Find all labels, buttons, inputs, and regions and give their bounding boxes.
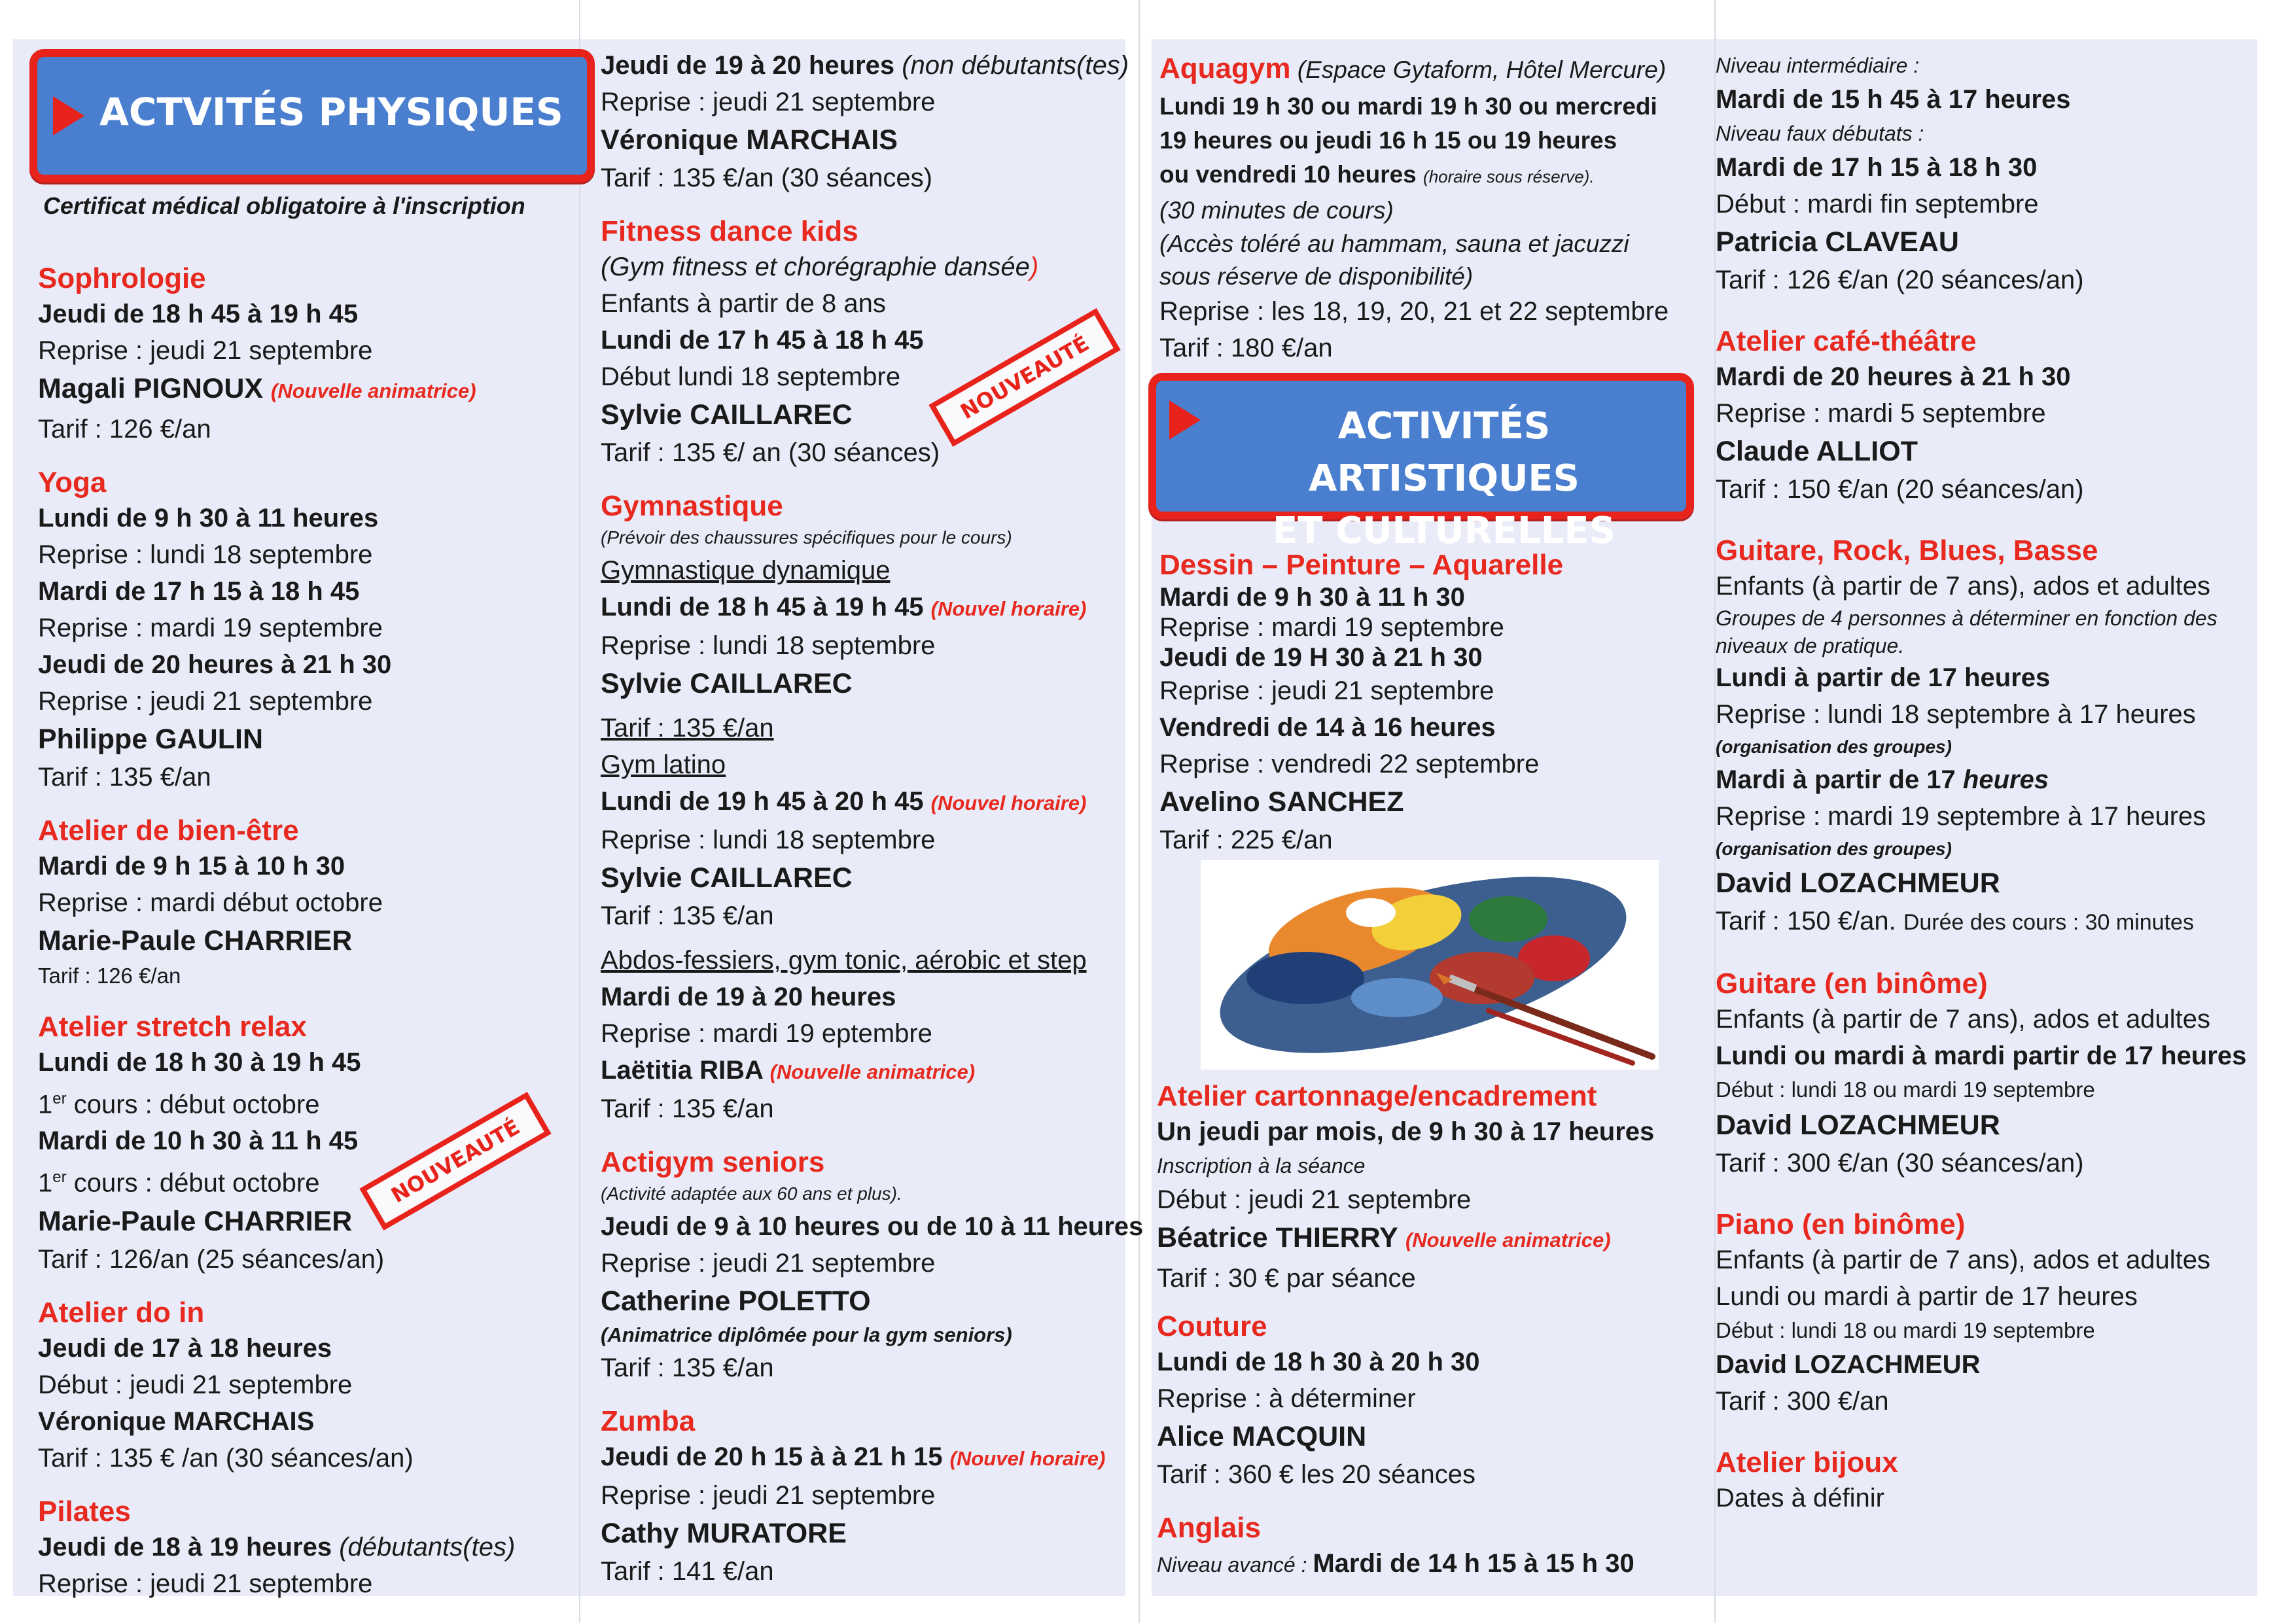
reprise-line: Reprise : mardi 19 septembre [38, 614, 383, 642]
tarif-line: Tarif : 135 €/an [601, 901, 774, 930]
age-line: Enfants (à partir de 7 ans), ados et adultes [1716, 1005, 2210, 1034]
section-title: Atelier café-théâtre [1716, 325, 1977, 357]
instructor-name: Cathy MURATORE [601, 1518, 847, 1549]
subsection-title: Gymnastique dynamique [601, 556, 891, 585]
schedule-line: Mardi de 17 h 15 à 18 h 30 [1716, 153, 2038, 182]
schedule-line: Vendredi de 14 à 16 heures [1159, 713, 1496, 742]
new-instructor-note: (Nouvelle animatrice) [769, 1060, 976, 1083]
note-line: Groupes de 4 personnes à déterminer en fonction des [1716, 606, 2217, 630]
column-1 [38, 190, 525, 1602]
schedule-line [601, 589, 1143, 627]
note-line: niveaux de pratique. [1716, 634, 1905, 657]
schedule-line [601, 1439, 1143, 1477]
description-text: (Gym fitness et chorégraphie dansée [601, 253, 1030, 281]
reprise-line: Reprise : mardi début octobre [38, 888, 383, 917]
schedule-line: Mardi de 20 heures à 21 h 30 [1716, 362, 2071, 391]
reprise-line: Reprise : à déterminer [1157, 1384, 1416, 1413]
schedule-line: Mardi de 19 à 20 heures [601, 983, 896, 1011]
schedule-line: Mardi de 9 h 15 à 10 h 30 [38, 852, 345, 881]
column-3-bottom [1157, 1079, 1654, 1582]
reprise-line: Début : jeudi 21 septembre [1157, 1185, 1472, 1214]
note-line: sous réserve de disponibilité) [1159, 263, 1474, 290]
instructor [601, 1052, 1143, 1091]
instructor-name: Véronique MARCHAIS [601, 124, 898, 156]
reprise-line: Reprise : lundi 18 septembre [601, 826, 936, 854]
instructor-name: Béatrice THIERRY [1157, 1222, 1405, 1253]
instructor-name: David LOZACHMEUR [1716, 867, 2000, 899]
reprise-line: Reprise : jeudi 21 septembre [38, 336, 373, 365]
note-line: (Prévoir des chaussures spécifiques pour le cours) [601, 527, 1012, 548]
description-paren: ) [1029, 253, 1039, 281]
schedule-line: Lundi 19 h 30 ou mardi 19 h 30 ou mercredi [1159, 93, 1657, 120]
schedule-line [601, 783, 1143, 822]
section-title: Atelier de bien-être [38, 814, 299, 846]
banner-activites-physiques [29, 49, 595, 183]
level-label: Niveau avancé : [1157, 1553, 1313, 1577]
cours-number: 1 [38, 1090, 53, 1119]
tarif-line: Tarif : 300 €/an [1716, 1387, 1889, 1416]
tarif-line: Tarif : 135 €/an [601, 1353, 774, 1382]
instructor [1157, 1218, 1654, 1260]
reprise-line: Reprise : mardi 19 septembre à 17 heures [1716, 802, 2206, 831]
age-line: Enfants (à partir de 7 ans), ados et adultes [1716, 572, 2210, 601]
instructor-name: Catherine POLETTO [601, 1285, 871, 1317]
duration-note: Durée des cours : 30 minutes [1903, 910, 2194, 935]
note-line: (Animatrice diplômée pour la gym seniors) [601, 1323, 1012, 1346]
cours-line [38, 1081, 525, 1123]
banner-title-line: ACTIVITÉS ARTISTIQUES [1308, 405, 1580, 500]
tarif-line: Tarif : 135 €/an (30 séances) [601, 164, 932, 192]
schedule-line: Dates à définir [1716, 1484, 1884, 1512]
cours-text: cours : début octobre [66, 1168, 320, 1198]
reprise-line: Reprise : jeudi 21 septembre [38, 1569, 373, 1598]
schedule-line: Lundi de 18 h 30 à 19 h 45 [38, 1048, 361, 1077]
cours-line [38, 1159, 525, 1201]
description-line [601, 249, 1143, 285]
reprise-line: Reprise : les 18, 19, 20, 21 et 22 septembre [1159, 297, 1669, 326]
schedule-line: Jeudi de 9 à 10 heures ou de 10 à 11 heures [601, 1212, 1144, 1241]
reprise-line: Reprise : jeudi 21 septembre [38, 687, 373, 716]
subsection-title: Gym latino [601, 750, 726, 779]
instructor-name: Avelino SANCHEZ [1159, 786, 1404, 818]
instructor-name: David LOZACHMEUR [1716, 1109, 2000, 1141]
instructor-name: Patricia CLAVEAU [1716, 226, 1959, 258]
tarif-line: Tarif : 135 €/an [38, 763, 211, 792]
schedule-time: Jeudi de 20 h 15 à à 21 h 15 [601, 1442, 950, 1471]
schedule-line: Mardi de 15 h 45 à 17 heures [1716, 85, 2071, 114]
section-title: Guitare (en binôme) [1716, 968, 1988, 1000]
schedule-line: Jeudi de 20 heures à 21 h 30 [38, 650, 392, 679]
schedule-time: ou vendredi 10 heures [1159, 161, 1424, 188]
section-title-line [1159, 50, 1669, 90]
instructor-name: Marie-Paule CHARRIER [38, 925, 353, 956]
section-title: Aquagym [1159, 52, 1291, 84]
section-title: Piano (en binôme) [1716, 1208, 1966, 1240]
instructor-name: Marie-Paule CHARRIER [38, 1205, 353, 1237]
reprise-line: Début : lundi 18 ou mardi 19 septembre [1716, 1077, 2095, 1102]
level-note: (débutants(tes) [332, 1532, 516, 1562]
fold-line [579, 0, 580, 1623]
section-title: Guitare, Rock, Blues, Basse [1716, 534, 2098, 567]
new-schedule-note: (Nouvel horaire) [930, 597, 1087, 620]
schedule-line [601, 47, 1143, 84]
triangle-arrow-icon [1169, 400, 1201, 440]
tarif-line: Tarif : 135 € /an (30 séances/an) [38, 1443, 414, 1473]
banner-title-line: ET CULTURELLES [1273, 510, 1616, 552]
level-label: Niveau intermédiaire : [1716, 54, 1920, 77]
schedule-line: 19 heures ou jeudi 16 h 15 ou 19 heures [1159, 127, 1617, 154]
tarif-line: Tarif : 126 €/an (20 séances/an) [1716, 266, 2084, 294]
instructor-name: Véronique MARCHAIS [38, 1406, 315, 1436]
schedule-line: Mardi de 10 h 30 à 11 h 45 [38, 1126, 359, 1156]
section-title: Atelier do in [38, 1296, 205, 1329]
instructor-name: David LOZACHMEUR [1716, 1350, 1981, 1379]
reprise-line: Reprise : lundi 18 septembre [38, 540, 373, 569]
schedule-line: Lundi de 17 h 45 à 18 h 45 [601, 326, 924, 355]
instructor-name: Sylvie CAILLAREC [601, 862, 853, 894]
tarif-line: Tarif : 135 €/an [601, 714, 774, 742]
reprise-line: Reprise : mardi 19 eptembre [601, 1019, 932, 1048]
section-title: Couture [1157, 1310, 1267, 1342]
schedule-line: Lundi à partir de 17 heures [1716, 663, 2051, 692]
schedule-line: Lundi de 18 h 30 à 20 h 30 [1157, 1348, 1480, 1376]
section-title: Atelier bijoux [1716, 1446, 1898, 1478]
schedule-time: Lundi de 19 h 45 à 20 h 45 [601, 787, 931, 816]
schedule-time: Lundi de 18 h 45 à 19 h 45 [601, 593, 931, 621]
schedule-note: (horaire sous réserve). [1423, 167, 1595, 186]
tarif-value: Tarif : 150 €/an. [1716, 907, 1903, 935]
nouveaute-stamp: NOUVEAUTÉ [359, 1092, 551, 1230]
section-title: Pilates [38, 1495, 131, 1527]
schedule-line: Mardi de 9 h 30 à 11 h 30 [1159, 583, 1465, 612]
reprise-line: Reprise : jeudi 21 septembre [1159, 676, 1494, 705]
tarif-line: Tarif : 150 €/an (20 séances/an) [1716, 475, 2084, 504]
triangle-arrow-icon [53, 96, 84, 135]
section-title: Sophrologie [38, 262, 206, 294]
schedule-unit: heures [1962, 765, 2049, 794]
column-2 [601, 47, 1143, 1590]
schedule-line: Jeudi de 19 H 30 à 21 h 30 [1159, 643, 1483, 672]
section-title: Atelier cartonnage/encadrement [1157, 1080, 1597, 1112]
age-line: Enfants à partir de 8 ans [601, 289, 886, 318]
level-label: Niveau faux débutats : [1716, 122, 1924, 145]
reprise-line: Reprise : vendredi 22 septembre [1159, 750, 1540, 778]
instructor-name: Philippe GAULIN [38, 724, 263, 755]
age-line: Enfants (à partir de 7 ans), ados et adultes [1716, 1246, 2210, 1274]
schedule-line: Un jeudi par mois, de 9 h 30 à 17 heures [1157, 1117, 1655, 1146]
schedule-line: Lundi ou mardi à partir de 17 heures [1716, 1282, 2138, 1311]
note-line: (organisation des groupes) [1716, 737, 1952, 757]
tarif-line: Tarif : 180 €/an [1159, 334, 1333, 362]
cours-number: 1 [38, 1168, 53, 1198]
instructor-name: Magali PIGNOUX [38, 373, 272, 404]
new-instructor-note: (Nouvelle animatrice) [271, 379, 476, 402]
note-line: (Accès toléré au hammam, sauna et jacuzzi [1159, 230, 1629, 257]
tarif-line: Tarif : 135 €/an [601, 1094, 774, 1123]
instructor-name: Claude ALLIOT [1716, 436, 1918, 467]
schedule-line [38, 1529, 525, 1565]
schedule-line: Lundi ou mardi à mardi partir de 17 heures [1716, 1041, 2247, 1070]
new-schedule-note: (Nouvel horaire) [949, 1447, 1106, 1470]
instructor-name: Sylvie CAILLAREC [601, 399, 853, 430]
reprise-line: Début : mardi fin septembre [1716, 190, 2039, 218]
section-title: Gymnastique [601, 490, 783, 522]
reprise-line: Reprise : mardi 5 septembre [1716, 399, 2046, 428]
banner-title: ACTVITÉS PHYSIQUES [99, 90, 563, 134]
banner-title [1202, 400, 1686, 557]
instructor-name: Sylvie CAILLAREC [601, 668, 853, 699]
note-line: (organisation des groupes) [1716, 839, 1952, 859]
new-instructor-note: (Nouvelle animatrice) [1405, 1229, 1611, 1251]
new-schedule-note: (Nouvel horaire) [930, 792, 1087, 814]
column-3-dessin [1159, 548, 1563, 858]
reprise-line: Reprise : jeudi 21 septembre [601, 1481, 936, 1510]
subsection-title: Abdos-fessiers, gym tonic, aérobic et step [601, 946, 1087, 975]
tarif-line: Tarif : 126 €/an [38, 964, 181, 988]
certificat-note: Certificat médical obligatoire à l'inscription [43, 192, 525, 219]
schedule-time: Jeudi de 19 à 20 heures [601, 51, 895, 80]
tarif-line [1716, 903, 2246, 941]
place-note: (Espace Gytaform, Hôtel Mercure) [1290, 56, 1667, 83]
instructor-name: Alice MACQUIN [1157, 1421, 1367, 1452]
instructor-name: Laëtitia RIBA [601, 1056, 770, 1085]
schedule-line [1716, 761, 2246, 798]
reprise-line: Reprise : jeudi 21 septembre [601, 1249, 936, 1278]
section-title: Atelier stretch relax [38, 1011, 307, 1043]
paint-palette-icon [1201, 860, 1659, 1070]
reprise-line: Début : lundi 18 ou mardi 19 septembre [1716, 1318, 2095, 1342]
tarif-line: Tarif : 141 €/an [601, 1557, 774, 1586]
cours-sup: er [52, 1090, 67, 1108]
note-line: (30 minutes de cours) [1159, 197, 1394, 224]
section-title: Dessin – Peinture – Aquarelle [1159, 549, 1564, 581]
cours-text: cours : début octobre [66, 1090, 320, 1119]
reprise-line: Reprise : jeudi 21 septembre [601, 88, 936, 116]
tarif-line: Tarif : 30 € par séance [1157, 1264, 1416, 1293]
tarif-line: Tarif : 126/an (25 séances/an) [38, 1244, 385, 1274]
schedule-line [1157, 1545, 1654, 1582]
column-4 [1716, 50, 2246, 1516]
schedule-line: Lundi de 9 h 30 à 11 heures [38, 504, 379, 532]
reprise-line: Reprise : lundi 18 septembre [601, 631, 936, 660]
level-note: (non débutants(tes) [894, 51, 1129, 80]
reprise-line: Début lundi 18 septembre [601, 362, 901, 391]
section-title: Zumba [601, 1405, 696, 1437]
reprise-line: Reprise : lundi 18 septembre à 17 heures [1716, 700, 2196, 729]
schedule-line [1159, 158, 1669, 194]
schedule-time: Mardi à partir de 17 [1716, 765, 1963, 794]
section-title: Fitness dance kids [601, 215, 858, 247]
note-line: (Activité adaptée aux 60 ans et plus). [601, 1183, 902, 1204]
schedule-time: Mardi de 14 h 15 à 15 h 30 [1313, 1549, 1634, 1578]
tarif-line: Tarif : 300 €/an (30 séances/an) [1716, 1149, 2084, 1178]
section-title: Yoga [38, 466, 107, 498]
tarif-line: Tarif : 360 € les 20 séances [1157, 1460, 1475, 1489]
schedule-line: Jeudi de 18 h 45 à 19 h 45 [38, 300, 359, 328]
reprise-line: Début : jeudi 21 septembre [38, 1370, 353, 1399]
nouveaute-stamp: NOUVEAUTÉ [928, 308, 1120, 447]
banner-activites-artistiques [1148, 373, 1694, 552]
reprise-line: Reprise : mardi 19 septembre [1159, 613, 1504, 642]
cours-sup: er [52, 1168, 67, 1187]
section-title: Anglais [1157, 1512, 1261, 1544]
section-title: Actigym seniors [601, 1146, 825, 1178]
schedule-line: Mardi de 17 h 15 à 18 h 45 [38, 577, 360, 606]
tarif-line: Tarif : 135 €/ an (30 séances) [601, 438, 940, 467]
paint-palette-image [1201, 860, 1659, 1070]
instructor [38, 369, 525, 411]
tarif-line: Tarif : 126 €/an [38, 415, 211, 444]
schedule-line: Jeudi de 17 à 18 heures [38, 1333, 332, 1363]
column-3-top [1159, 50, 1669, 366]
schedule-time: Jeudi de 18 à 19 heures [38, 1532, 332, 1562]
tarif-line: Tarif : 225 €/an [1159, 826, 1333, 854]
note-line: Inscription à la séance [1157, 1154, 1366, 1178]
